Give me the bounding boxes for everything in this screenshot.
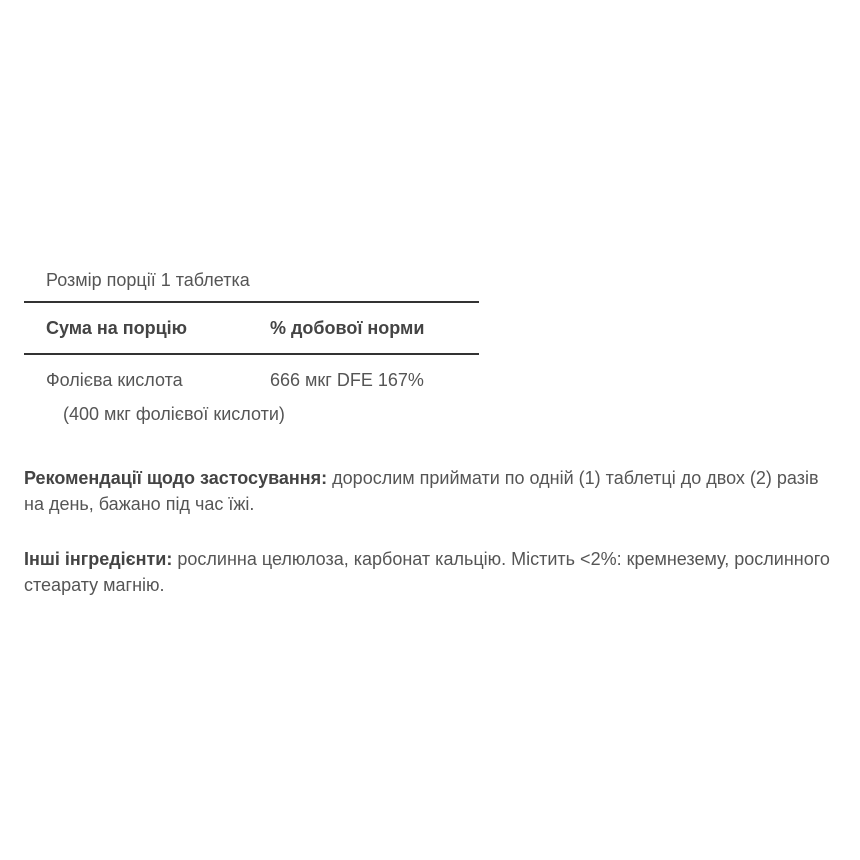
nutrient-note: (400 мкг фолієвої кислоти) bbox=[63, 404, 285, 424]
facts-header-row bbox=[24, 303, 479, 355]
other-ingredients-text: рослинна целюлоза, карбонат кальцію. Містить <2%: кремнезему, рослинного стеарату магнію. bbox=[24, 549, 830, 595]
header-amount-per-serving: Сума на порцію bbox=[46, 318, 188, 338]
header-daily-value: % добової норми bbox=[270, 318, 425, 338]
supplement-facts-table bbox=[24, 262, 479, 427]
directions-label: Рекомендації щодо застосування: bbox=[24, 468, 328, 488]
nutrient-value: 666 мкг DFE 167% bbox=[270, 370, 424, 390]
serving-size: Розмір порції 1 таблетка bbox=[24, 262, 479, 303]
nutrient-name: Фолієва кислота bbox=[46, 370, 183, 390]
other-ingredients-label: Інші інгредієнти: bbox=[24, 549, 173, 569]
other-ingredients-paragraph bbox=[24, 546, 839, 598]
directions-text: дорослим приймати по одній (1) таблетці до двох (2) разів на день, бажано під час їжі. bbox=[24, 468, 819, 514]
facts-row-folic-acid bbox=[24, 355, 479, 405]
directions-paragraph bbox=[24, 465, 839, 517]
